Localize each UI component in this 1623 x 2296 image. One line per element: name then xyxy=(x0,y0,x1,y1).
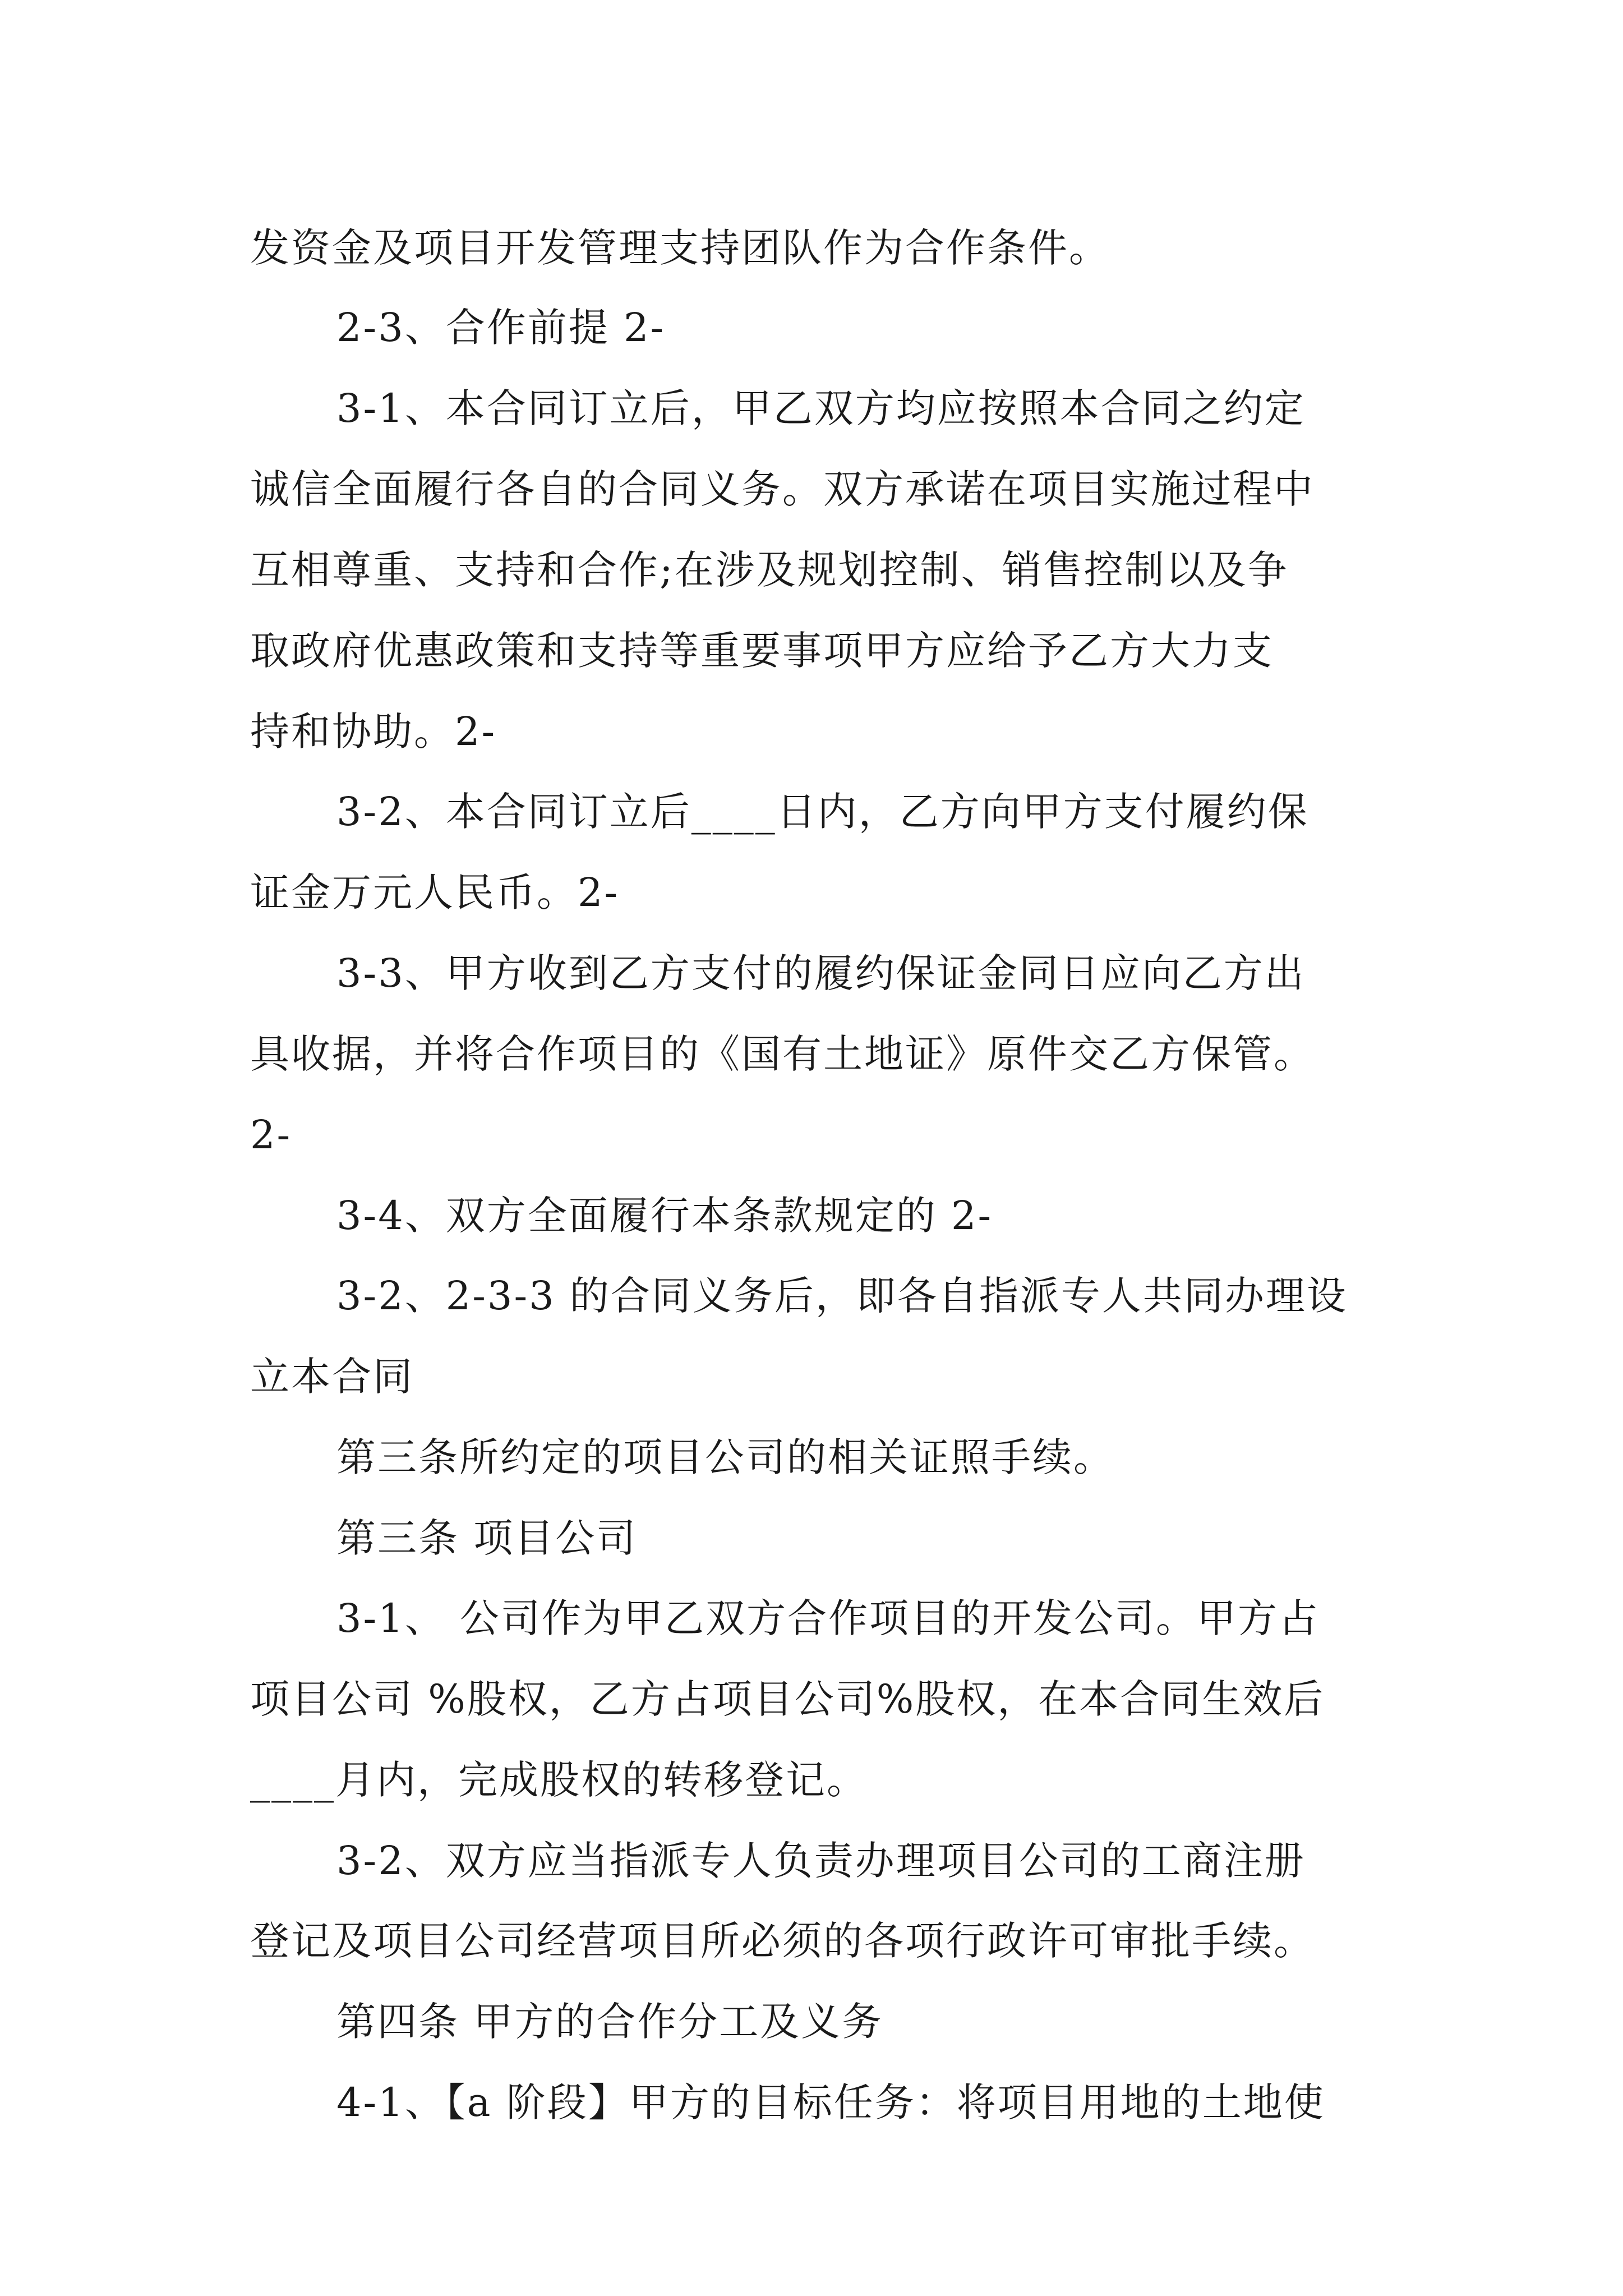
text-line-14: 3-2、2-3-3 的合同义务后，即各自指派专人共同办理设 xyxy=(336,1273,1348,1319)
text-line-13: 3-4、双方全面履行本条款规定的 2- xyxy=(336,1193,993,1239)
text-line-20: ____月内，完成股权的转移登记。 xyxy=(250,1757,868,1803)
text-line-12: 2- xyxy=(250,1112,292,1158)
text-line-5: 互相尊重、支持和合作;在涉及规划控制、销售控制以及争 xyxy=(250,547,1289,593)
text-line-4: 诚信全面履行各自的合同义务。双方承诺在项目实施过程中 xyxy=(250,466,1315,512)
text-line-16: 第三条所约定的项目公司的相关证照手续。 xyxy=(336,1434,1114,1480)
text-line-19: 项目公司 %股权，乙方占项目公司%股权，在本合同生效后 xyxy=(250,1676,1325,1722)
text-line-18: 3-1、 公司作为甲乙双方合作项目的开发公司。甲方占 xyxy=(336,1595,1320,1641)
text-line-7: 持和协助。2- xyxy=(250,708,497,754)
text-line-22: 登记及项目公司经营项目所必须的各项行政许可审批手续。 xyxy=(250,1918,1315,1964)
text-line-21: 3-2、双方应当指派专人负责办理项目公司的工商注册 xyxy=(336,1838,1306,1884)
text-line-3: 3-1、本合同订立后，甲乙双方均应按照本合同之约定 xyxy=(336,385,1306,431)
text-line-15: 立本合同 xyxy=(250,1354,414,1400)
text-line-6: 取政府优惠政策和支持等重要事项甲方应给予乙方大力支 xyxy=(250,628,1274,674)
text-line-10: 3-3、甲方收到乙方支付的履约保证金同日应向乙方出 xyxy=(336,950,1306,996)
text-line-24: 4-1、【a 阶段】甲方的目标任务：将项目用地的土地使 xyxy=(336,2079,1325,2125)
text-line-1: 发资金及项目开发管理支持团队作为合作条件。 xyxy=(250,225,1110,271)
section-heading-article-4: 第四条 甲方的合作分工及义务 xyxy=(336,1999,883,2045)
text-line-2: 2-3、合作前提 2- xyxy=(336,305,666,351)
text-line-9: 证金万元人民币。2- xyxy=(250,869,620,915)
text-line-11: 具收据，并将合作项目的《国有土地证》原件交乙方保管。 xyxy=(250,1031,1315,1077)
section-heading-article-3: 第三条 项目公司 xyxy=(336,1515,638,1561)
text-line-8: 3-2、本合同订立后____日内，乙方向甲方支付履约保 xyxy=(336,789,1309,835)
